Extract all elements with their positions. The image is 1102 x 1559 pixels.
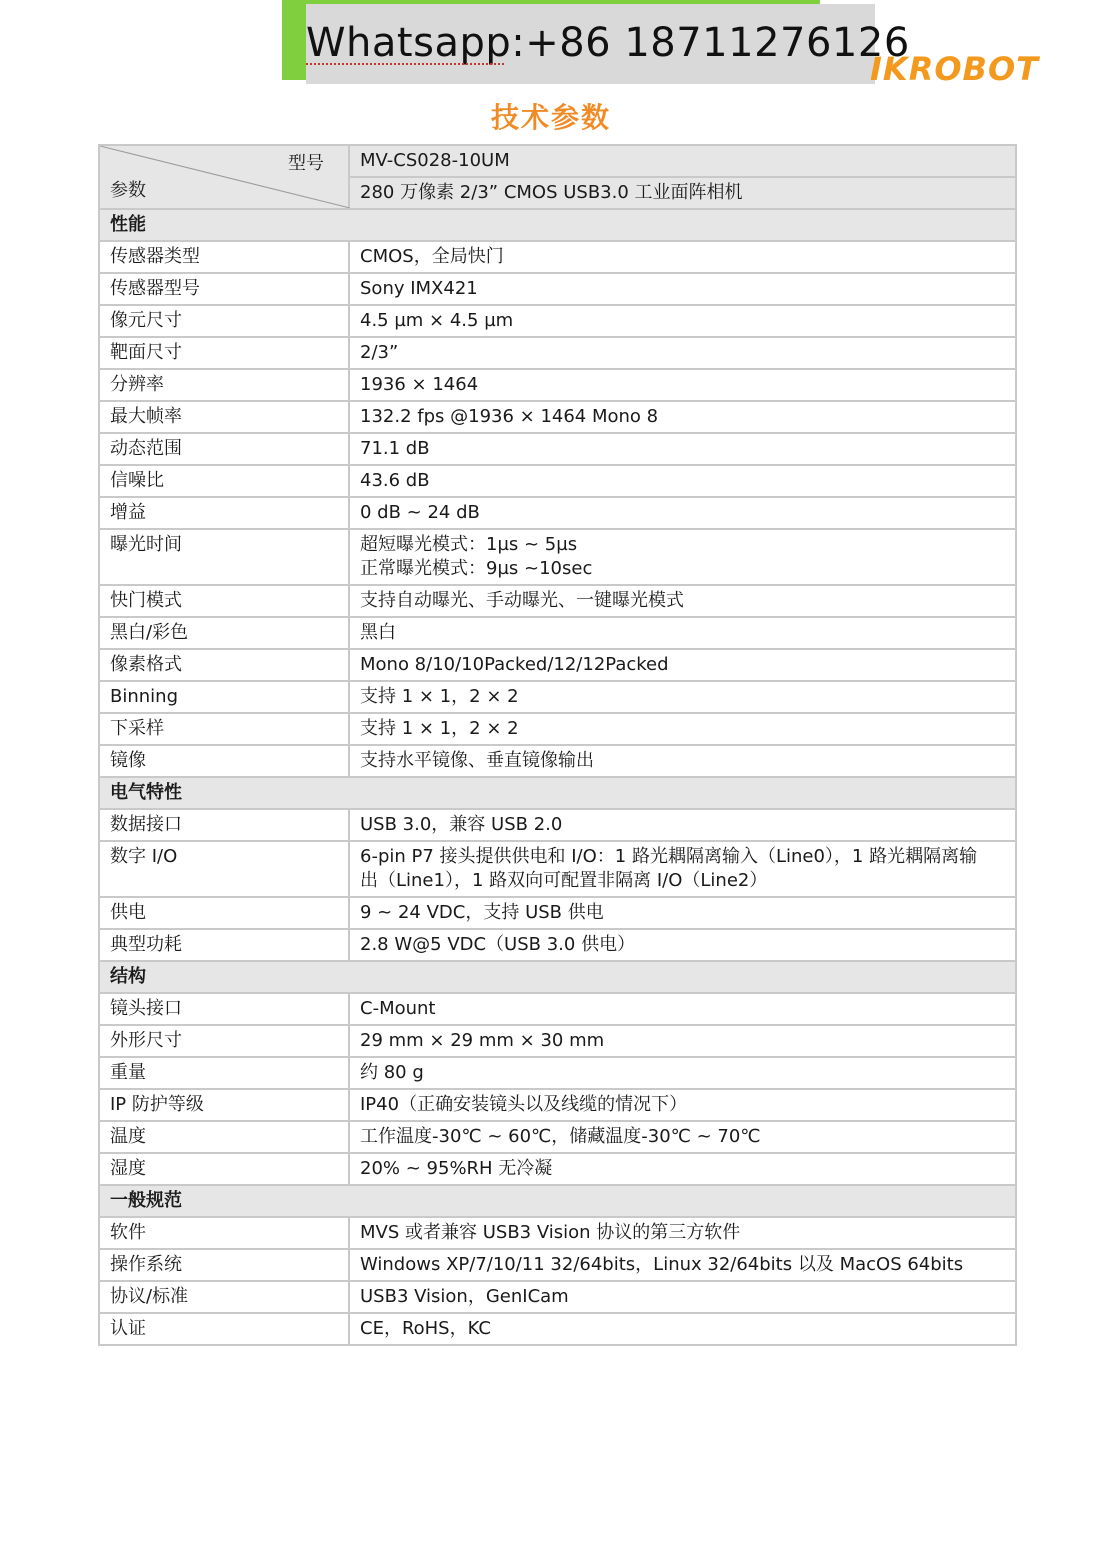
row-value — [349, 1313, 1016, 1345]
table-row — [99, 465, 1016, 497]
table-row — [99, 1121, 1016, 1153]
row-label: 供电 — [99, 897, 349, 929]
row-label: 曝光时间 — [99, 529, 349, 585]
row-label: 协议/标准 — [99, 1281, 349, 1313]
row-value — [349, 745, 1016, 777]
table-row — [99, 649, 1016, 681]
table-row — [99, 433, 1016, 465]
table-row — [99, 1057, 1016, 1089]
row-value — [349, 241, 1016, 273]
table-row — [99, 713, 1016, 745]
row-value-line: 43.6 dB — [360, 470, 430, 491]
row-value — [349, 841, 1016, 897]
row-value — [349, 369, 1016, 401]
row-value-line: 29 mm × 29 mm × 30 mm — [360, 1030, 605, 1051]
row-value — [349, 273, 1016, 305]
row-label: 黑白/彩色 — [99, 617, 349, 649]
row-value — [349, 433, 1016, 465]
table-row — [99, 1281, 1016, 1313]
section-row — [99, 209, 1016, 241]
table-row — [99, 401, 1016, 433]
row-value-line: 132.2 fps @1936 × 1464 Mono 8 — [360, 406, 659, 427]
row-label: 动态范围 — [99, 433, 349, 465]
row-value-line: Sony IMX421 — [360, 278, 478, 299]
row-label: 温度 — [99, 1121, 349, 1153]
row-label: 镜像 — [99, 745, 349, 777]
row-value-line: 9 ~ 24 VDC，支持 USB 供电 — [360, 902, 604, 923]
row-value-line: 工作温度-30℃ ~ 60℃，储藏温度-30℃ ~ 70℃ — [360, 1126, 761, 1147]
table-row — [99, 497, 1016, 529]
row-value — [349, 713, 1016, 745]
table-row — [99, 809, 1016, 841]
row-value-line: 4.5 µm × 4.5 µm — [360, 310, 514, 331]
row-value — [349, 1121, 1016, 1153]
row-value-line: 2.8 W@5 VDC（USB 3.0 供电） — [360, 934, 636, 955]
section-row — [99, 1185, 1016, 1217]
row-value — [349, 1281, 1016, 1313]
row-value — [349, 617, 1016, 649]
row-value-line: 黑白 — [360, 622, 396, 643]
table-row — [99, 273, 1016, 305]
row-value-line: 约 80 g — [360, 1062, 424, 1083]
row-value-line: C-Mount — [360, 998, 436, 1019]
row-value-line: 支持 1 × 1，2 × 2 — [360, 718, 519, 739]
row-value-line: 0 dB ~ 24 dB — [360, 502, 480, 523]
row-label: 数字 I/O — [99, 841, 349, 897]
table-row — [99, 369, 1016, 401]
row-value — [349, 649, 1016, 681]
row-value-line: 6-pin P7 接头提供供电和 I/O：1 路光耦隔离输入（Line0），1 路光耦隔离输 — [360, 846, 978, 867]
row-label: 分辨率 — [99, 369, 349, 401]
table-row — [99, 929, 1016, 961]
row-value-line: 超短曝光模式：1µs ~ 5µs — [360, 534, 578, 555]
param-label: 参数 — [110, 180, 146, 201]
row-value-line: CMOS，全局快门 — [360, 246, 504, 267]
row-value — [349, 1249, 1016, 1281]
row-value — [349, 1025, 1016, 1057]
row-value-line: Windows XP/7/10/11 32/64bits，Linux 32/64bits 以及 MacOS 64bits — [360, 1254, 964, 1275]
table-row — [99, 617, 1016, 649]
table-row — [99, 585, 1016, 617]
section-title: 电气特性 — [99, 777, 1016, 809]
row-value-line: 出（Line1），1 路双向可配置非隔离 I/O（Line2） — [360, 870, 768, 891]
row-value-line: 1936 × 1464 — [360, 374, 479, 395]
row-value — [349, 1217, 1016, 1249]
table-row — [99, 745, 1016, 777]
row-label: 镜头接口 — [99, 993, 349, 1025]
row-label: 传感器类型 — [99, 241, 349, 273]
row-value-line: 正常曝光模式：9µs ~10sec — [360, 558, 593, 579]
row-value — [349, 305, 1016, 337]
table-row — [99, 305, 1016, 337]
row-value-line: 支持自动曝光、手动曝光、一键曝光模式 — [360, 590, 684, 611]
row-value-line: 20% ~ 95%RH 无冷凝 — [360, 1158, 553, 1179]
row-value-line: CE，RoHS，KC — [360, 1318, 492, 1339]
table-row — [99, 241, 1016, 273]
table-row — [99, 529, 1016, 585]
row-value-line: 支持 1 × 1，2 × 2 — [360, 686, 519, 707]
table-row — [99, 1089, 1016, 1121]
row-value-line: Mono 8/10/10Packed/12/12Packed — [360, 654, 669, 675]
model-label: 型号 — [288, 153, 324, 174]
row-label: 湿度 — [99, 1153, 349, 1185]
row-value — [349, 585, 1016, 617]
table-row — [99, 841, 1016, 897]
row-value — [349, 681, 1016, 713]
row-value — [349, 529, 1016, 585]
table-row — [99, 1313, 1016, 1345]
row-label: 靶面尺寸 — [99, 337, 349, 369]
row-value-line: IP40（正确安装镜头以及线缆的情况下） — [360, 1094, 688, 1115]
row-label: 典型功耗 — [99, 929, 349, 961]
row-label: 软件 — [99, 1217, 349, 1249]
row-value — [349, 401, 1016, 433]
row-value — [349, 465, 1016, 497]
table-row — [99, 993, 1016, 1025]
table-row — [99, 1217, 1016, 1249]
table-row — [99, 1249, 1016, 1281]
header-row — [99, 145, 1016, 177]
row-label: 快门模式 — [99, 585, 349, 617]
row-label: 像素格式 — [99, 649, 349, 681]
row-label: 信噪比 — [99, 465, 349, 497]
row-value — [349, 337, 1016, 369]
row-label: 认证 — [99, 1313, 349, 1345]
row-label: 下采样 — [99, 713, 349, 745]
row-value — [349, 1057, 1016, 1089]
row-label: 操作系统 — [99, 1249, 349, 1281]
row-value-line: USB 3.0，兼容 USB 2.0 — [360, 814, 563, 835]
model-value: MV-CS028-10UM — [349, 145, 1016, 177]
row-label: 重量 — [99, 1057, 349, 1089]
section-title: 一般规范 — [99, 1185, 1016, 1217]
row-label: 增益 — [99, 497, 349, 529]
section-title: 结构 — [99, 961, 1016, 993]
row-value — [349, 897, 1016, 929]
row-label: 外形尺寸 — [99, 1025, 349, 1057]
row-value-line: USB3 Vision，GenICam — [360, 1286, 569, 1307]
row-value-line: 71.1 dB — [360, 438, 430, 459]
row-value — [349, 929, 1016, 961]
row-label: 像元尺寸 — [99, 305, 349, 337]
row-label: 传感器型号 — [99, 273, 349, 305]
row-label: Binning — [99, 681, 349, 713]
brand-logo: IKROBOT — [870, 50, 1039, 88]
table-row — [99, 337, 1016, 369]
spec-table — [98, 144, 1017, 1346]
row-value-line: 2/3” — [360, 342, 399, 363]
table-row — [99, 681, 1016, 713]
section-title: 性能 — [99, 209, 1016, 241]
table-row — [99, 897, 1016, 929]
section-row — [99, 777, 1016, 809]
row-value — [349, 497, 1016, 529]
row-value — [349, 1153, 1016, 1185]
row-label: 最大帧率 — [99, 401, 349, 433]
row-value — [349, 993, 1016, 1025]
row-value — [349, 1089, 1016, 1121]
table-row — [99, 1153, 1016, 1185]
header-diagonal-cell — [99, 145, 349, 209]
row-value-line: MVS 或者兼容 USB3 Vision 协议的第三方软件 — [360, 1222, 741, 1243]
row-label: 数据接口 — [99, 809, 349, 841]
document-title: 技术参数 — [490, 101, 611, 134]
row-label: IP 防护等级 — [99, 1089, 349, 1121]
table-row — [99, 1025, 1016, 1057]
row-value-line: 支持水平镜像、垂直镜像输出 — [360, 750, 594, 771]
section-row — [99, 961, 1016, 993]
watermark-text: Whatsapp:+86 18711276126 — [306, 20, 910, 66]
spellcheck-underline — [306, 63, 504, 65]
row-value — [349, 809, 1016, 841]
description-value: 280 万像素 2/3” CMOS USB3.0 工业面阵相机 — [349, 177, 1016, 209]
